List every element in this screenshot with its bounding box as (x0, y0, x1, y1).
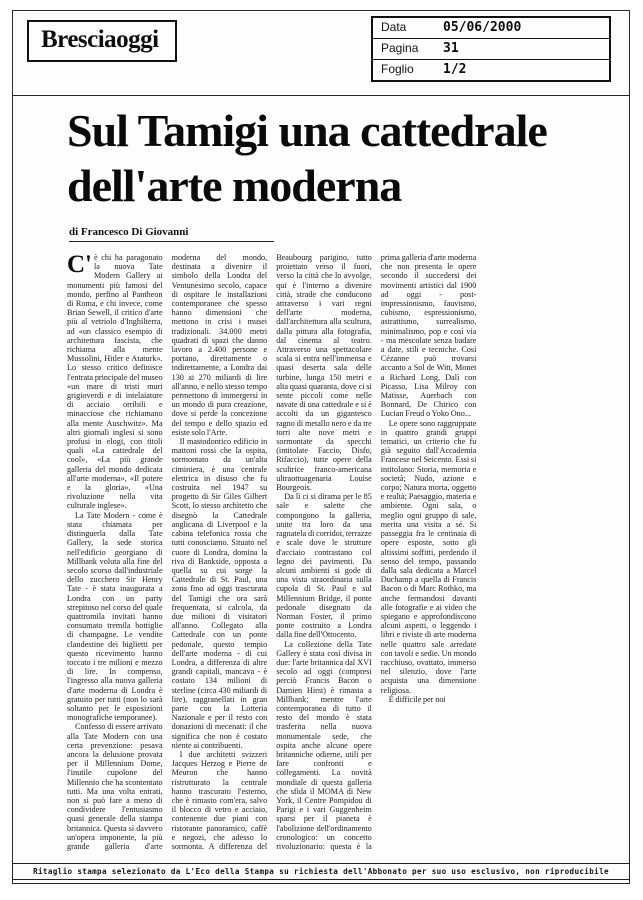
meta-label-date: Data (381, 20, 407, 34)
article-paragraph: La Tate Modern - come è stata chiamata per distinguerla dalla Tate Gallery, la sede storica nell'edificio georgiano di Millbank voluta alla fine del secolo scorso dall'industriale dello zucchero Sir Henry Tate - è stata inaugurata a Londra con un party strepitoso nel corso del quale quattromila invitati hanno consumato tremila bottiglie di champagne. Le vendite clandestine dei biglietti per questo ricevimento hanno toccato i tre milioni e mezzo di lire. In compenso, l'ingresso alla nuova galleria d'arte moderna di Londra è gratuito per tutti (non lo sarà soltanto per le esposizioni monografiche temporanee). (67, 510, 163, 723)
newspaper-clipping-frame (12, 10, 630, 884)
masthead-box (27, 20, 177, 62)
article-byline: di Francesco Di Giovanni (69, 226, 274, 242)
article-paragraph: È difficile per noi (388, 694, 446, 704)
article-paragraph (67, 253, 163, 511)
press-clipping-notice: Ritaglio stampa selezionato da L'Eco della Stampa su richiesta dell'Abbonato per suo uso esclusivo, non riproducibile (33, 867, 609, 876)
meta-value-sheet: 1/2 (443, 62, 467, 77)
meta-label-sheet: Foglio (381, 62, 414, 76)
article-paragraph: Le opere sono raggruppate in quattro grandi gruppi tematici, un criterio che fu già seguito dall'Accademia Francese nel Seicento. Essi si intitolano: Storia, memoria e società; Nudo, azione e corpo; Natura morta, oggetto e realtà; Paesaggio, materia e ambiente. Ogni sala, o meglio ogni gruppo di sale, merita una visita a sé. Si passeggia fra le centinaia di opere esposte, sotto gli altissimi soffitti, perdendo il senso del tempo, passando dalla sala dedicata a Marcel Duchamp a quella di Francis Bacon o di Marc Rothko, ma anche fermandosi davanti alle fotografie e ai video che spiegano e approfondiscono alcuni aspetti, o leggendo i libri e riviste di arte moderna nelle quattro sale arredate con tavoli e sedie. Un mondo racchiuso, ovattato, immerso nel silenzio, dove l'arte acquista una dimensione religiosa. (380, 418, 477, 695)
paragraph-text: è chi ha paragonato la nuova Tate Modern Gallery ai monumenti più famosi del mondo, perfino al Pantheon di Roma, e chi invece, come Brian Sewell, il critico d'arte più al vetriolo d'Inghilterra, ad «un classico esempio di architettura fascista, che richiama alla mente Mussolini, Hitler e Ataturk». Lo stesso critico definisce l'entrata principale del museo «un mare di tristi muri grigioverdi e di intelaiature di acciaio orribili e minacciose che richiamano alla mente Auschwitz». Ma altri giornali inglesi si sono profusi in elogi, con titoli quali «La cattedrale del cool», «La più grande galleria del mondo dedicata all'arte moderna», «Il potere e la gloria», «Una rivoluzione nella vita culturale inglese». (67, 253, 163, 511)
article-paragraph: Confesso di essere arrivato alla Tate Modern con una certa prevenzione: pesava ancora la delusione provata per il Millennium Dome, l'inutile cupolone del Millennio che ha scontentato tutti. Ma una volta entrati, non si può fare a meno di condividere l'entusiasmo quasi generale della stampa britannica. Questa sì davvero un'opera imponente, la più grande galleria d'arte moderna del mondo, destinata a divenire il simbolo della Londra del Ventunesimo secolo, capace di ospitare le installazioni contemporanee che spesso hanno dimensioni che mettono in crisi i musei tradizionali. 34.000 metri quadrati di spazi che danno lavoro a 2.400 persone e portano, direttamente o indirettamente, a Londra dai 130 ai 270 miliardi di lire all'anno, e nello stesso tempo permettono di immergersi in un mondo di pura creazione, dove si perde la concezione del tempo e dello spazio ed esiste solo l'Arte. (67, 253, 268, 851)
meta-row-sheet (373, 60, 609, 80)
article-paragraph: Il mastodontico edificio in mattoni rossi che la ospita, sormontato da un'alta ciminiera, è una centrale elettrica in disuso che fu costruita nel 1947 su progetto di Sir Giles Gilbert Scott, lo stesso architetto che disegnò la Cattedrale anglicana di Liverpool e la cabina telefonica rossa che tutti conosciamo. Situato nel cuore di Londra, domina la riva di Bankside, opposta a quella su cui sorge la Cattedrale di St. Paul, una zona fino ad oggi trascurata del Tamigi che ora sarà frequentata, si calcola, da due milioni di visitatori all'anno. Collegato alla Cattedrale con un ponte pedonale, questo tempio dell'arte moderna - di cui Londra, a differenza di altre grandi capitali, mancava - è costato 134 milioni di sterline (circa 430 miliardi di lire), raggranellati in gran parte con la Lotteria Nazionale e per il resto con donazioni di mecenati: il che significa che non è costato niente ai contribuenti. (171, 437, 268, 750)
meta-row-page (373, 39, 609, 60)
masthead-title: Bresciaoggi (41, 26, 159, 53)
article-paragraph: La collezione della Tate Gallery è stata così divisa in due: l'arte britannica dal XVI secolo ad oggi (compresi perciò Francis Bacon o Damien Hirst) è rimasta a Millbank; mentre l'arte contemporanea di tutto il resto del mondo è stata trasferita nella nuova monumentale sede, che ospita anche alcune opere britanniche odierne, utili per fare confronti e collegamenti. La novità mondiale di questa galleria che sfida il MOMA di New York, il Centre Pompidou di Parigi e i vari Guggenheim sparsi per il pianeta è l'abolizione dell'ordinamento cronologico: un concetto rivoluzionario: questa è la prima galleria d'arte moderna che non presenta le opere secondo il succedersi dei movimenti artistici dal 1900 ad oggi - post-impressionismo, fauvismo, cubismo, espressionismo, astrattismo, surrealismo, minimalismo, pop e così via - ma mescolate senza badare a date, stili e tecniche. Così Cézanne può trovarsi accanto a Sol de Witt, Monet a Richard Long, Dalì con Picasso, Lisa Milroy con Matisse, Auerbach con Bonnard, De Chirico con Lucian Freud o Yoko Ono... (276, 253, 477, 851)
meta-label-page: Pagina (381, 41, 419, 55)
meta-value-date: 05/06/2000 (443, 20, 522, 35)
article-paragraph: Da lì ci si dirama per le 85 sale e salette che compongono la galleria, unite tra loro da una ragnatela di corridoi, terrazze e scale dove le strutture d'acciaio contrastano col legno dei pavimenti. Da alcuni ambienti si gode di una vista straordinaria sulla cupola di St. Paul e sul Millennium Bridge, il ponte pedonale disegnato da Norman Foster, il primo ponte costruito a Londra dalla fine dell'Ottocento. (276, 492, 372, 640)
meta-row-date (373, 18, 609, 39)
meta-value-page: 31 (443, 41, 459, 56)
article-paragraph: I due architetti svizzeri Jacques Herzog e Pierre de Meuron che hanno ristrutturato la centrale hanno trascurato l'esterno, che è rimasto com'era, salvo il blocco di vetro e acciaio, contenente due piani con ristorante panoramico, caffè e negozi, che adesso lo sormonta. A differenza del Beaubourg parigino, tutto proiettato verso il fuori, verso la città che lo avvolge, qui è l'interno a divenire città, strade che conducono attraverso i vari regni dell'arte moderna, dall'architettura alla scultura, dalla pittura alla fotografia, dal cinema al teatro. Attraverso una spettacolare scala si entra nell'immensa e quasi deserta sala delle turbine, lunga 150 metri e alta quasi quaranta, dove ci si sente piccoli come nelle navate di una cattedrale e si è accolti da un gigantesco ragno di metallo nero e da tre torri alte nove metri e sormontate da specchi (intitolate Faccio, Disfo, Rifaccio), tutte opere della scultrice franco-americana ultraottuagenaria Louise Bourgeois. (171, 253, 372, 851)
headline-line-1: Sul Tamigi una cattedrale (67, 105, 547, 156)
header-divider (13, 95, 629, 96)
press-clipping-notice-strip (12, 863, 630, 880)
article-headline (67, 103, 605, 213)
article-body (67, 253, 581, 855)
clipping-meta-box (371, 16, 611, 82)
headline-line-2: dell'arte moderna (67, 160, 402, 211)
drop-cap: C' (67, 253, 92, 278)
